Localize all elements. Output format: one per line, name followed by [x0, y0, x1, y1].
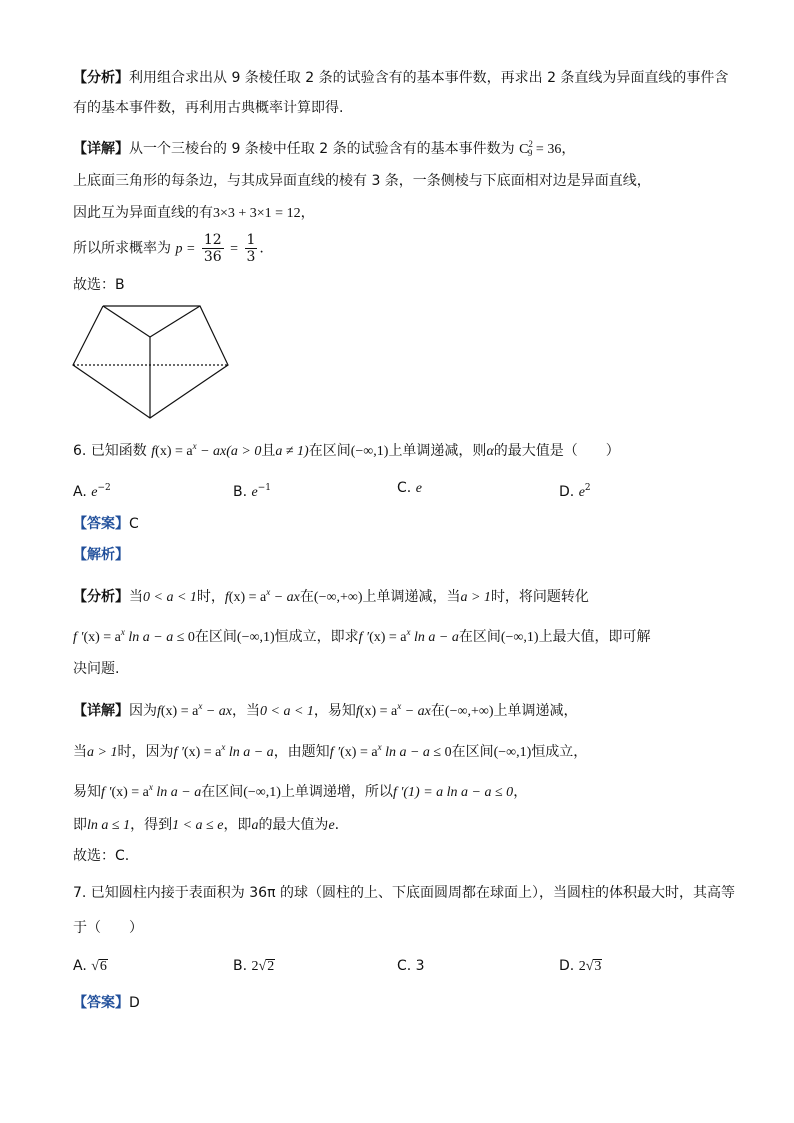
analysis-6-line-1: 【分析】当0 < a < 1时，$f(x) = a^x$ − ax在(−∞,+∞)上单调递减，当a > 1时，将问题转化	[73, 587, 589, 605]
choose-5: 故选：B	[73, 277, 125, 293]
q7-option-a: A. √6	[73, 958, 107, 974]
analysis-6-line-2: f $'(x) = a^x$ ln a − a ≤ 0在区间(−∞,1)恒成立，即求f $'(x) = a^x$ ln a − a在区间(−∞,1)上最大值，即可解	[73, 627, 651, 645]
answer-7: 【答案】D	[73, 995, 140, 1011]
question-7-line-2: 于（ ）	[73, 920, 143, 936]
analysis-5-line-1: 【分析】利用组合求出从 9 条棱任取 2 条的试验含有的基本事件数，再求出 2 条直线为异面直线的事件含	[73, 70, 729, 86]
q7-option-d: D. 2√3	[559, 958, 602, 974]
q6-option-a: A. $e^{-2}$	[73, 483, 111, 500]
detail-5-line-1: 【详解】从一个三棱台的 9 条棱中任取 2 条的试验含有的基本事件数为 $C^2_9 = 36$，	[73, 139, 576, 158]
fraction-1-3: $\frac{1}{3}$	[246, 232, 256, 265]
question-6: 6. 已知函数 $f(x) = a^x - ax(a > 0$且a ≠ 1)在区间(−∞,1)上单调递减，则α的最大值是（ ）	[73, 441, 620, 459]
answer-6: 【答案】C	[73, 516, 139, 532]
fraction-12-36: $\frac{12}{36}$	[203, 232, 222, 265]
analysis-5-line-2: 有的基本事件数，再利用古典概率计算即得.	[73, 100, 344, 116]
detail-5-line-3: 因此互为异面直线的有3×3 + 3×1 = 12，	[73, 205, 315, 221]
q6-option-d: D. $e^2$	[559, 483, 591, 500]
frustum-edge-1	[103, 306, 150, 337]
frustum-figure	[70, 300, 230, 422]
q6-option-c: C. e	[397, 480, 422, 496]
q6-option-b: B. $e^{-1}$	[233, 483, 272, 500]
analysis-tag: 【分析】	[73, 70, 129, 86]
q7-option-b: B. 2√2	[233, 958, 275, 974]
detail-5-line-2: 上底面三角形的每条边，与其成异面直线的棱有 3 条，一条侧棱与下底面相对边是异面直线，	[73, 173, 651, 189]
parse-6: 【解析】	[73, 547, 129, 563]
q7-option-c: C. 3	[397, 958, 425, 974]
detail-6-line-4: 即ln a ≤ 1，得到1 < a ≤ e，即a的最大值为e.	[73, 817, 340, 833]
detail-6-line-2: 当a > 1时，因为f $'(x) = a^x$ ln a − a，由题知f $'(x) = a^x$ ln a − a ≤ 0在区间(−∞,1)恒成立，	[73, 742, 588, 760]
detail-5-line-4: 所以所求概率为 p = $\frac{12}{36}$ = $\frac{1}{3}$ .	[73, 232, 264, 265]
choose-6: 故选：C.	[73, 848, 130, 864]
detail-6-line-1: 【详解】因为$f(x) = a^x$ − ax，当0 < a < 1，易知$f(x) = a^x$ − ax在(−∞,+∞)上单调递减，	[73, 701, 578, 719]
detail-6-line-3: 易知f $'(x) = a^x$ ln a − a在区间(−∞,1)上单调递增，所以f ′(1) = a ln a − a ≤ 0，	[73, 782, 528, 800]
analysis-6-line-3: 决问题.	[73, 661, 120, 677]
question-7-line-1: 7. 已知圆柱内接于表面积为 36π 的球（圆柱的上、下底面圆周都在球面上），当圆柱的体积最大时，其高等	[73, 885, 735, 901]
frustum-edge-2	[150, 306, 200, 337]
